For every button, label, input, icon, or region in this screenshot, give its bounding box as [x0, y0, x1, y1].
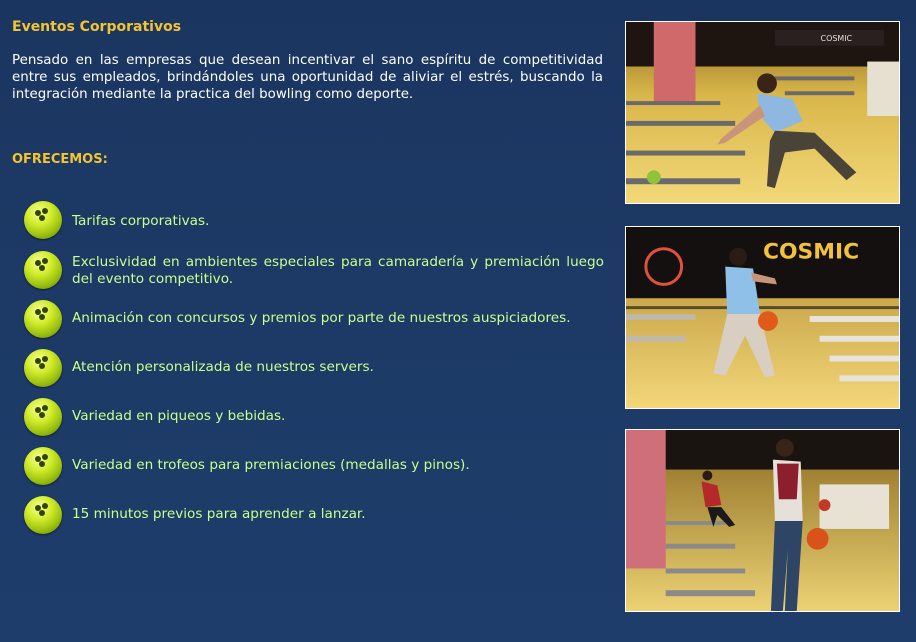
- list-item: [24, 300, 604, 338]
- bowling-ball-icon: [24, 447, 62, 485]
- list-item: [24, 201, 604, 239]
- list-item-text: Variedad en piqueos y bebidas.: [72, 408, 286, 424]
- svg-text:COSMIC: COSMIC: [762, 239, 860, 265]
- svg-text:COSMIC: COSMIC: [820, 33, 853, 43]
- list-item: [24, 447, 604, 485]
- bowling-photo: [625, 226, 900, 409]
- bowling-ball-icon: [24, 398, 62, 436]
- bowling-photo: [625, 429, 900, 612]
- offers-list: [24, 201, 604, 534]
- list-item-text: Atención personalizada de nuestros servers.: [72, 359, 374, 375]
- bowling-photo: [625, 21, 900, 204]
- list-item-text: Variedad en trofeos para premiaciones (medallas y pinos).: [72, 457, 470, 473]
- intro-paragraph: Pensado en las empresas que desean incentivar el sano espíritu de competitividad entre sus empleados, brindándoles una oportunidad de aliviar el estrés, buscando la integración mediante la practica del bowling como deporte.: [12, 53, 603, 102]
- page-title: Eventos Corporativos: [12, 19, 182, 35]
- list-item-text: Tarifas corporativas.: [72, 213, 210, 229]
- bowling-ball-icon: [24, 349, 62, 387]
- bowling-ball-icon: [24, 300, 62, 338]
- bowling-ball-icon: [24, 251, 62, 289]
- list-item-text: 15 minutos previos para aprender a lanzar.: [72, 506, 366, 522]
- list-item: [24, 496, 604, 534]
- list-item-text: Exclusividad en ambientes especiales para camaradería y premiación luego del evento competitivo.: [72, 254, 604, 287]
- bowling-ball-icon: [24, 201, 62, 239]
- bowling-ball-icon: [24, 496, 62, 534]
- offers-heading: OFRECEMOS:: [12, 152, 108, 167]
- list-item: [24, 349, 604, 387]
- list-item: [24, 251, 604, 289]
- list-item-text: Animación con concursos y premios por parte de nuestros auspiciadores.: [72, 310, 571, 326]
- list-item: [24, 398, 604, 436]
